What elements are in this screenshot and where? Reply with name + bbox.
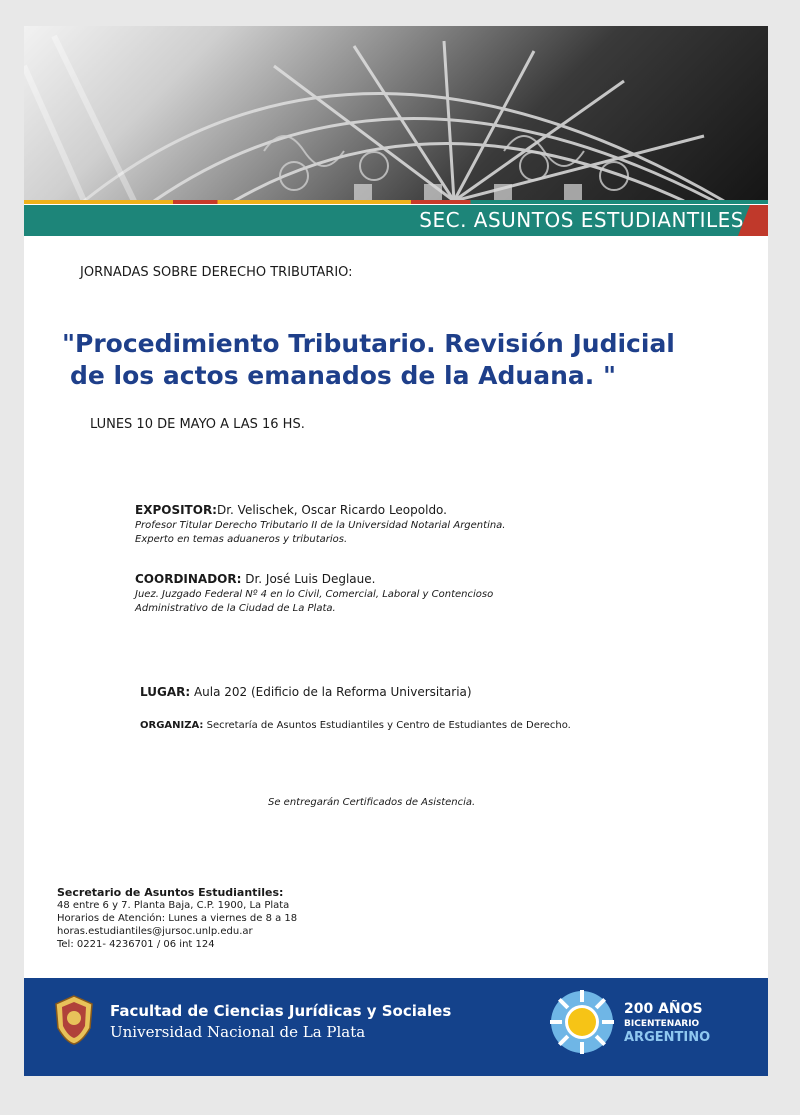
expositor-name: Dr. Velischek, Oscar Ricardo Leopoldo.	[216, 503, 447, 517]
faculty-name: Facultad de Ciencias Jurídicas y Sociales	[110, 1002, 452, 1020]
event-title	[62, 328, 752, 392]
coordinador-name: Dr. José Luis Deglaue.	[241, 572, 376, 586]
event-series: JORNADAS SOBRE DERECHO TRIBUTARIO:	[80, 265, 353, 280]
expositor-block	[135, 503, 506, 547]
contact-phone: Tel: 0221- 4236701 / 06 int 124	[57, 939, 215, 950]
lugar-line	[140, 685, 472, 699]
coordinador-label: COORDINADOR:	[135, 572, 242, 586]
coordinador-block	[135, 572, 493, 616]
university-name: Universidad Nacional de La Plata	[110, 1023, 366, 1041]
expositor-label: EXPOSITOR:	[135, 503, 217, 517]
contact-hours: Horarios de Atención: Lunes a viernes de 8 a 18	[57, 913, 298, 924]
expositor-desc2: Experto en temas aduaneros y tributarios.	[135, 534, 348, 545]
bicentenario-sun-icon	[550, 990, 614, 1054]
bicentenario-label: BICENTENARIO	[624, 1019, 700, 1029]
organiza-label: ORGANIZA:	[140, 720, 204, 731]
section-title: SEC. ASUNTOS ESTUDIANTILES	[419, 208, 744, 232]
university-seal-icon	[52, 994, 96, 1046]
lugar-label: LUGAR:	[140, 685, 191, 699]
ironwork-banner-image	[24, 26, 768, 201]
color-stripes	[24, 200, 768, 204]
fanlight-ironwork-icon	[24, 26, 768, 201]
coordinador-desc1: Juez. Juzgado Federal Nº 4 en lo Civil, Comercial, Laboral y Contencioso	[135, 589, 494, 600]
section-band	[24, 205, 768, 236]
bicentenario-years: 200 AÑOS	[624, 1001, 703, 1017]
lugar-value: Aula 202 (Edificio de la Reforma Universitaria)	[190, 685, 472, 699]
certificados-note: Se entregarán Certificados de Asistencia.	[268, 797, 476, 808]
bicentenario-country: ARGENTINO	[624, 1030, 711, 1045]
contact-block	[57, 886, 297, 951]
contact-email: horas.estudiantiles@jursoc.unlp.edu.ar	[57, 926, 253, 937]
event-title-line2: de los actos emanados de la Aduana. "	[70, 361, 616, 390]
contact-heading: Secretario de Asuntos Estudiantiles:	[57, 886, 284, 899]
coordinador-desc2: Administrativo de la Ciudad de La Plata.	[135, 603, 336, 614]
organiza-line	[140, 720, 571, 731]
contact-address: 48 entre 6 y 7. Planta Baja, C.P. 1900, La Plata	[57, 900, 290, 911]
event-title-line1: "Procedimiento Tributario. Revisión Judicial	[62, 329, 675, 358]
organiza-value: Secretaría de Asuntos Estudiantiles y Centro de Estudiantes de Derecho.	[203, 720, 571, 731]
event-date: LUNES 10 DE MAYO A LAS 16 HS.	[90, 417, 305, 432]
expositor-desc1: Profesor Titular Derecho Tributario II de la Universidad Notarial Argentina.	[135, 520, 506, 531]
footer-band	[24, 978, 768, 1076]
